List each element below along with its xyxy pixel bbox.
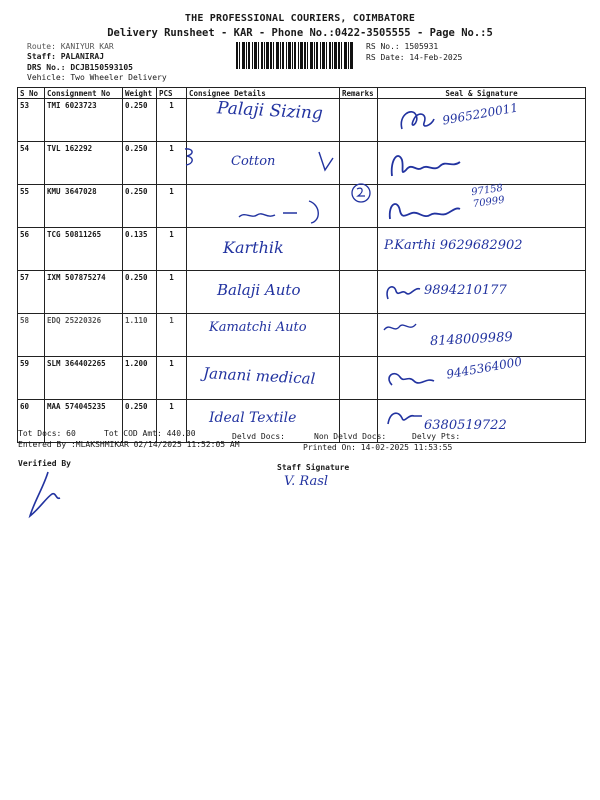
total-cod: Tot COD Amt: 440.00 [104, 429, 196, 438]
consignment-cell: KMU 3647028 [45, 185, 123, 228]
barcode-image [236, 42, 354, 69]
verifier-signature [26, 468, 66, 520]
verified-by-label: Verified By [18, 459, 71, 468]
weight-cell: 0.250 [123, 271, 157, 314]
consignee-scribble [237, 199, 337, 225]
signature-scribble [386, 146, 466, 182]
route-label: Route: KANIYUR KAR [27, 42, 114, 51]
staff-signature-handwriting: V. Rasl [284, 474, 329, 489]
runsheet-table [17, 87, 586, 443]
table-row [18, 357, 586, 400]
phone-handwriting: 9894210177 [424, 283, 507, 298]
col-header-weight: Weight [123, 88, 157, 99]
signature-scribble [384, 406, 424, 430]
table-row [18, 400, 586, 443]
consignment-cell: MAA 574045235 [45, 400, 123, 443]
signature-cell [378, 400, 586, 443]
phone-handwriting: 9965220011 [441, 100, 519, 128]
sno-cell: 53 [18, 99, 45, 142]
consignee-cell [187, 185, 340, 228]
table-row [18, 142, 586, 185]
table-row [18, 99, 586, 142]
signature-cell [378, 182, 586, 228]
weight-cell: 1.110 [123, 314, 157, 357]
printed-on: Printed On: 14-02-2025 11:53:55 [303, 443, 453, 452]
company-title: THE PROFESSIONAL COURIERS, COIMBATORE [184, 13, 416, 24]
phone-handwriting: 8148009989 [429, 329, 514, 350]
consignee-handwriting: Karthik [223, 238, 284, 257]
delivered-docs: Delvd Docs: [232, 432, 285, 441]
table-row [18, 228, 586, 271]
staff-signature-label: Staff Signature [277, 463, 350, 472]
pcs-cell: 1 [157, 99, 187, 142]
consignee-handwriting: Janani medical [202, 364, 316, 388]
col-header-remarks: Remarks [340, 88, 378, 99]
weight-cell: 0.250 [123, 99, 157, 142]
remarks-cell [340, 357, 378, 400]
remarks-cell [340, 142, 378, 185]
col-header-signature: Seal & Signature [378, 88, 586, 99]
consignee-handwriting: Balaji Auto [217, 281, 301, 299]
sno-cell: 54 [18, 142, 45, 185]
consignment-cell: TVL 162292 [45, 142, 123, 185]
remarks-cell [340, 185, 378, 228]
consignee-handwriting: Kamatchi Auto [209, 320, 307, 335]
runsheet-subtitle: Delivery Runsheet - KAR - Phone No.:0422-3505555 - Page No.:5 [107, 27, 493, 39]
pcs-cell: 1 [157, 314, 187, 357]
consignment-cell: TMI 6023723 [45, 99, 123, 142]
remarks-cell [340, 271, 378, 314]
signature-cell [378, 354, 586, 400]
pcs-cell: 1 [157, 185, 187, 228]
col-header-consignee: Consignee Details [187, 88, 340, 99]
consignee-cell [187, 142, 340, 185]
sno-cell: 56 [18, 228, 45, 271]
pcs-cell: 1 [157, 400, 187, 443]
consignee-cell [187, 99, 340, 142]
weight-cell: 0.250 [123, 400, 157, 443]
signature-cell [378, 228, 586, 271]
sno-cell: 57 [18, 271, 45, 314]
total-docs: Tot Docs: 60 [18, 429, 76, 438]
consignment-cell: IXM 507875274 [45, 271, 123, 314]
non-delivered-docs: Non Delvd Docs: [314, 432, 387, 441]
phone-handwriting: 9445364000 [445, 354, 523, 382]
sno-cell: 55 [18, 185, 45, 228]
signature-scribble [382, 318, 418, 336]
signature-cell [378, 99, 586, 142]
col-header-consignment: Consignment No [45, 88, 123, 99]
vehicle-label: Vehicle: Two Wheeler Delivery [27, 73, 167, 82]
signature-cell [378, 271, 586, 314]
bracket-mark [183, 146, 199, 168]
weight-cell: 1.200 [123, 357, 157, 400]
entered-by: Entered By :MLAKSHMIKAR 02/14/2025 11:52:05 AM [18, 440, 240, 449]
consignee-cell [187, 357, 340, 400]
pcs-cell: 1 [157, 271, 187, 314]
pcs-cell: 1 [157, 357, 187, 400]
circled-mark [348, 181, 374, 205]
drs-number: DRS No.: DCJB150593105 [27, 63, 133, 72]
weight-cell: 0.250 [123, 142, 157, 185]
remarks-cell [340, 228, 378, 271]
phone-handwriting: 6380519722 [424, 418, 507, 433]
consignment-cell: EDQ 25220326 [45, 314, 123, 357]
remarks-cell [340, 314, 378, 357]
sno-cell: 59 [18, 357, 45, 400]
rs-date: RS Date: 14-Feb-2025 [366, 53, 463, 62]
table-row [18, 314, 586, 357]
rs-number: RS No.: 1505931 [366, 42, 439, 51]
phone-handwriting: 97158 70999 [470, 182, 506, 211]
staff-label: Staff: PALANIRAJ [27, 52, 105, 61]
table-row [18, 185, 586, 228]
pcs-cell: 1 [157, 142, 187, 185]
sno-cell: 60 [18, 400, 45, 443]
signature-handwriting: P.Karthi 9629682902 [384, 238, 523, 253]
pcs-cell: 1 [157, 228, 187, 271]
signature-cell [378, 314, 586, 357]
delivery-points: Delvy Pts: [412, 432, 461, 441]
consignee-handwriting: Ideal Textile [209, 410, 297, 426]
weight-cell: 0.135 [123, 228, 157, 271]
consignee-cell [187, 271, 340, 314]
signature-scribble [382, 279, 422, 305]
consignee-handwriting: Cotton [231, 154, 276, 169]
signature-scribble [394, 105, 436, 135]
remarks-cell [340, 99, 378, 142]
col-header-pcs: PCS [157, 88, 187, 99]
arrow-mark [315, 148, 339, 178]
signature-cell [378, 142, 586, 185]
sno-cell: 58 [18, 314, 45, 357]
table-header-row [18, 88, 586, 99]
col-header-sno: S No [18, 88, 45, 99]
consignee-handwriting: Palaji Sizing [216, 98, 324, 124]
consignment-cell: TCG 50811265 [45, 228, 123, 271]
consignment-cell: SLM 364402265 [45, 357, 123, 400]
signature-scribble [384, 193, 464, 225]
signature-scribble [382, 367, 442, 393]
weight-cell: 0.250 [123, 185, 157, 228]
consignee-cell [187, 314, 340, 357]
consignee-cell [187, 228, 340, 271]
table-row [18, 271, 586, 314]
